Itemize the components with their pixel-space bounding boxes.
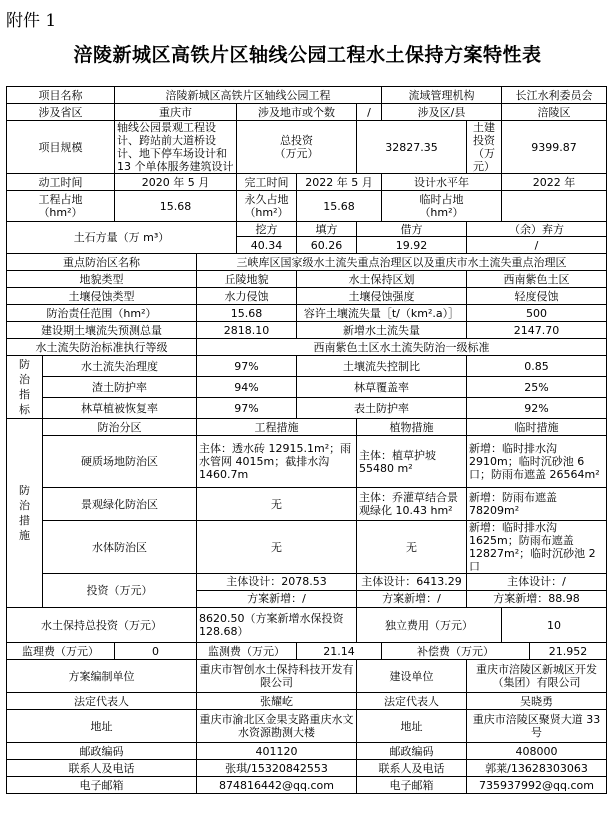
cell: 新增：临时排水沟 1625m；防雨布遮盖 12827m²；临时沉砂池 2 口 xyxy=(467,521,607,574)
cell: 监理费（万元） xyxy=(7,643,115,660)
cell: 独立费用（万元） xyxy=(357,608,502,643)
cell-line: （hm²） xyxy=(38,206,83,219)
cell: 92% xyxy=(467,398,607,419)
cell: 轻度侵蚀 xyxy=(467,288,607,305)
table-row xyxy=(7,174,607,191)
cell: 丘陵地貌 xyxy=(197,271,297,288)
cell: 2147.70 xyxy=(467,322,607,339)
cell xyxy=(502,191,607,222)
cell: 0.85 xyxy=(467,356,607,377)
cell: 渣土防护率 xyxy=(43,377,197,398)
cell: 联系人及电话 xyxy=(357,760,467,777)
cell-line: 方案新增：/ xyxy=(382,592,441,605)
cell-line: 方案新增：88.98 xyxy=(493,592,580,605)
cell: 401120 xyxy=(197,743,357,760)
cell-line: （hm²） xyxy=(244,206,289,219)
cell xyxy=(197,574,357,608)
cell: 土壤侵蚀类型 xyxy=(7,288,197,305)
cell: 无 xyxy=(197,488,357,521)
cell xyxy=(467,574,607,608)
cell: 工程措施 xyxy=(197,419,357,436)
cell: 15.68 xyxy=(297,191,382,222)
cell: 临时措施 xyxy=(467,419,607,436)
table-row xyxy=(7,121,607,174)
cell: 2020 年 5 月 xyxy=(115,174,237,191)
cell: 三峡库区国家级水土流失重点治理区以及重庆市水土流失重点治理区 xyxy=(197,254,607,271)
cell xyxy=(357,574,467,608)
cell: 景观绿化防治区 xyxy=(43,488,197,521)
cell: 硬质场地防治区 xyxy=(43,436,197,488)
cell: 土壤流失控制比 xyxy=(297,356,467,377)
cell: 容许土壤流失量［t/（km².a）］ xyxy=(297,305,467,322)
cell: 林草覆盖率 xyxy=(297,377,467,398)
cell: 借方 xyxy=(357,222,467,237)
cell: 地址 xyxy=(7,710,197,743)
cell-line: 永久占地 xyxy=(244,193,289,206)
cell: 重庆市渝北区金果支路重庆水文水资源勘测大楼 xyxy=(197,710,357,743)
cell: 完工时间 xyxy=(237,174,297,191)
cell: 地貌类型 xyxy=(7,271,197,288)
table-row xyxy=(7,271,607,288)
cell: 植物措施 xyxy=(357,419,467,436)
cell: 新增：临时排水沟 2910m；临时沉砂池 6 口；防雨布遮盖 26564m² xyxy=(467,436,607,488)
cell: 防治分区 xyxy=(43,419,197,436)
cell: 2818.10 xyxy=(197,322,297,339)
table-row xyxy=(7,488,607,521)
cell: 水土保持总投资（万元） xyxy=(7,608,197,643)
cell: 防治责任范围（hm²） xyxy=(7,305,197,322)
table-row xyxy=(7,222,607,237)
cell: 500 xyxy=(467,305,607,322)
table-row xyxy=(7,419,607,436)
targets-label: 防治指标 xyxy=(7,356,43,419)
cell: 吴晓勇 xyxy=(467,693,607,710)
cell: 重庆市涪陵区聚贤大道 33 号 xyxy=(467,710,607,743)
cell: 97% xyxy=(197,356,297,377)
cell: 重庆市 xyxy=(115,104,237,121)
table-row xyxy=(7,398,607,419)
cell: 方案编制单位 xyxy=(7,660,197,693)
cell: 涪陵区 xyxy=(502,104,607,121)
cell: 无 xyxy=(357,521,467,574)
cell: 建设期土壤流失预测总量 xyxy=(7,322,197,339)
cell: 项目规模 xyxy=(7,121,115,174)
cell: 表土防护率 xyxy=(297,398,467,419)
cell: 土石方量（万 m³） xyxy=(7,222,237,254)
cell: 设计水平年 xyxy=(382,174,502,191)
cell: 林草植被恢复率 xyxy=(43,398,197,419)
table-row xyxy=(7,436,607,488)
cell: 408000 xyxy=(467,743,607,760)
cell: 水体防治区 xyxy=(43,521,197,574)
table-row xyxy=(7,104,607,121)
table-row xyxy=(7,87,607,104)
cell: 补偿费（万元） xyxy=(382,643,530,660)
cell: 水土流失治理度 xyxy=(43,356,197,377)
table-row xyxy=(7,305,607,322)
cell: 土壤侵蚀强度 xyxy=(297,288,467,305)
table-row xyxy=(7,743,607,760)
cell: 填方 xyxy=(297,222,357,237)
cell: / xyxy=(357,104,382,121)
table-row xyxy=(7,288,607,305)
cell-line: （万元） xyxy=(274,147,319,160)
cell: 2022 年 xyxy=(502,174,607,191)
cell: 电子邮箱 xyxy=(357,777,467,794)
cell-line: （hm²） xyxy=(419,206,464,219)
cell: 重点防治区名称 xyxy=(7,254,197,271)
cell: 西南紫色土区水土流失防治一级标准 xyxy=(197,339,607,356)
table-row xyxy=(7,521,607,574)
cell: 长江水利委员会 xyxy=(502,87,607,104)
cell: 地址 xyxy=(357,710,467,743)
cell: 主体：透水砖 12915.1m²；雨水管网 4015m；截排水沟 1460.7m xyxy=(197,436,357,488)
cell: 40.34 xyxy=(237,237,297,254)
table-row xyxy=(7,693,607,710)
cell-line: （万元） xyxy=(473,147,495,173)
table-row xyxy=(7,643,607,660)
cell-line: 方案新增：/ xyxy=(247,592,306,605)
cell: 9399.87 xyxy=(502,121,607,174)
cell: 水土流失防治标准执行等级 xyxy=(7,339,197,356)
table-row xyxy=(7,660,607,693)
cell: 法定代表人 xyxy=(7,693,197,710)
cell: 94% xyxy=(197,377,297,398)
cell: 10 xyxy=(502,608,607,643)
cell: 投资（万元） xyxy=(43,574,197,608)
cell xyxy=(237,121,357,174)
appendix-label: 附件 1 xyxy=(6,11,57,31)
table-row xyxy=(7,710,607,743)
cell-line: 工程占地 xyxy=(38,193,83,206)
table-row xyxy=(7,777,607,794)
cell: 重庆市涪陵区新城区开发（集团）有限公司 xyxy=(467,660,607,693)
cell-line: 主体设计：2078.53 xyxy=(197,574,356,591)
table-row xyxy=(7,574,607,608)
cell: 张耀屹 xyxy=(197,693,357,710)
measures-label: 防治措施 xyxy=(7,419,43,608)
cell xyxy=(7,191,115,222)
cell: 15.68 xyxy=(115,191,237,222)
cell: / xyxy=(467,237,607,254)
table-row xyxy=(7,377,607,398)
cell xyxy=(237,191,297,222)
table-row xyxy=(7,339,607,356)
cell: 8620.50（方案新增水保投资 128.68） xyxy=(197,608,357,643)
cell: 60.26 xyxy=(297,237,357,254)
cell: 邮政编码 xyxy=(7,743,197,760)
cell: 新增水土流失量 xyxy=(297,322,467,339)
cell: 轴线公园景观工程设计、跨站前大道桥设计、地下停车场设计和 13 个单体服务建筑设计 xyxy=(115,121,237,174)
cell: 动工时间 xyxy=(7,174,115,191)
cell: 水土保持区划 xyxy=(297,271,467,288)
cell: 主体：乔灌草结合景观绿化 10.43 hm² xyxy=(357,488,467,521)
cell xyxy=(467,121,502,174)
table-row xyxy=(7,608,607,643)
cell: 涉及区/县 xyxy=(382,104,502,121)
cell: 流域管理机构 xyxy=(382,87,502,104)
cell: 15.68 xyxy=(197,305,297,322)
characteristics-table xyxy=(6,86,607,794)
cell: 涪陵新城区高铁片区轴线公园工程 xyxy=(115,87,382,104)
table-row xyxy=(7,322,607,339)
document-title: 涪陵新城区高铁片区轴线公园工程水土保持方案特性表 xyxy=(73,44,542,66)
cell: 主体：植草护坡 55480 m² xyxy=(357,436,467,488)
cell: 2022 年 5 月 xyxy=(297,174,382,191)
cell-line: 总投资 xyxy=(280,134,313,147)
cell: 涉及省区 xyxy=(7,104,115,121)
cell-line: 主体设计：/ xyxy=(467,574,606,591)
table-row xyxy=(7,760,607,777)
cell: 郭莱/13628303063 xyxy=(467,760,607,777)
cell-line: 主体设计：6413.29 xyxy=(357,574,466,591)
cell: 新增：防雨布遮盖 78209m² xyxy=(467,488,607,521)
cell: 水力侵蚀 xyxy=(197,288,297,305)
cell: 张琪/15320842553 xyxy=(197,760,357,777)
cell: 32827.35 xyxy=(357,121,467,174)
cell: 监测费（万元） xyxy=(197,643,297,660)
cell-line: 临时占地 xyxy=(419,193,464,206)
cell: 邮政编码 xyxy=(357,743,467,760)
cell: 19.92 xyxy=(357,237,467,254)
cell: 重庆市智创水土保持科技开发有限公司 xyxy=(197,660,357,693)
cell: 874816442@qq.com xyxy=(197,777,357,794)
cell-line: 土建投资 xyxy=(473,121,495,147)
table-row xyxy=(7,191,607,222)
table-row xyxy=(7,254,607,271)
cell: 无 xyxy=(197,521,357,574)
cell: 西南紫色土区 xyxy=(467,271,607,288)
cell: 0 xyxy=(115,643,197,660)
cell: 项目名称 xyxy=(7,87,115,104)
table-row xyxy=(7,356,607,377)
cell: 挖方 xyxy=(237,222,297,237)
cell: 法定代表人 xyxy=(357,693,467,710)
cell: 21.952 xyxy=(530,643,607,660)
cell: （余）弃方 xyxy=(467,222,607,237)
cell: 联系人及电话 xyxy=(7,760,197,777)
cell: 25% xyxy=(467,377,607,398)
cell: 涉及地市或个数 xyxy=(237,104,357,121)
cell: 建设单位 xyxy=(357,660,467,693)
cell: 电子邮箱 xyxy=(7,777,197,794)
cell: 21.14 xyxy=(297,643,382,660)
cell: 97% xyxy=(197,398,297,419)
cell xyxy=(382,191,502,222)
cell: 735937992@qq.com xyxy=(467,777,607,794)
